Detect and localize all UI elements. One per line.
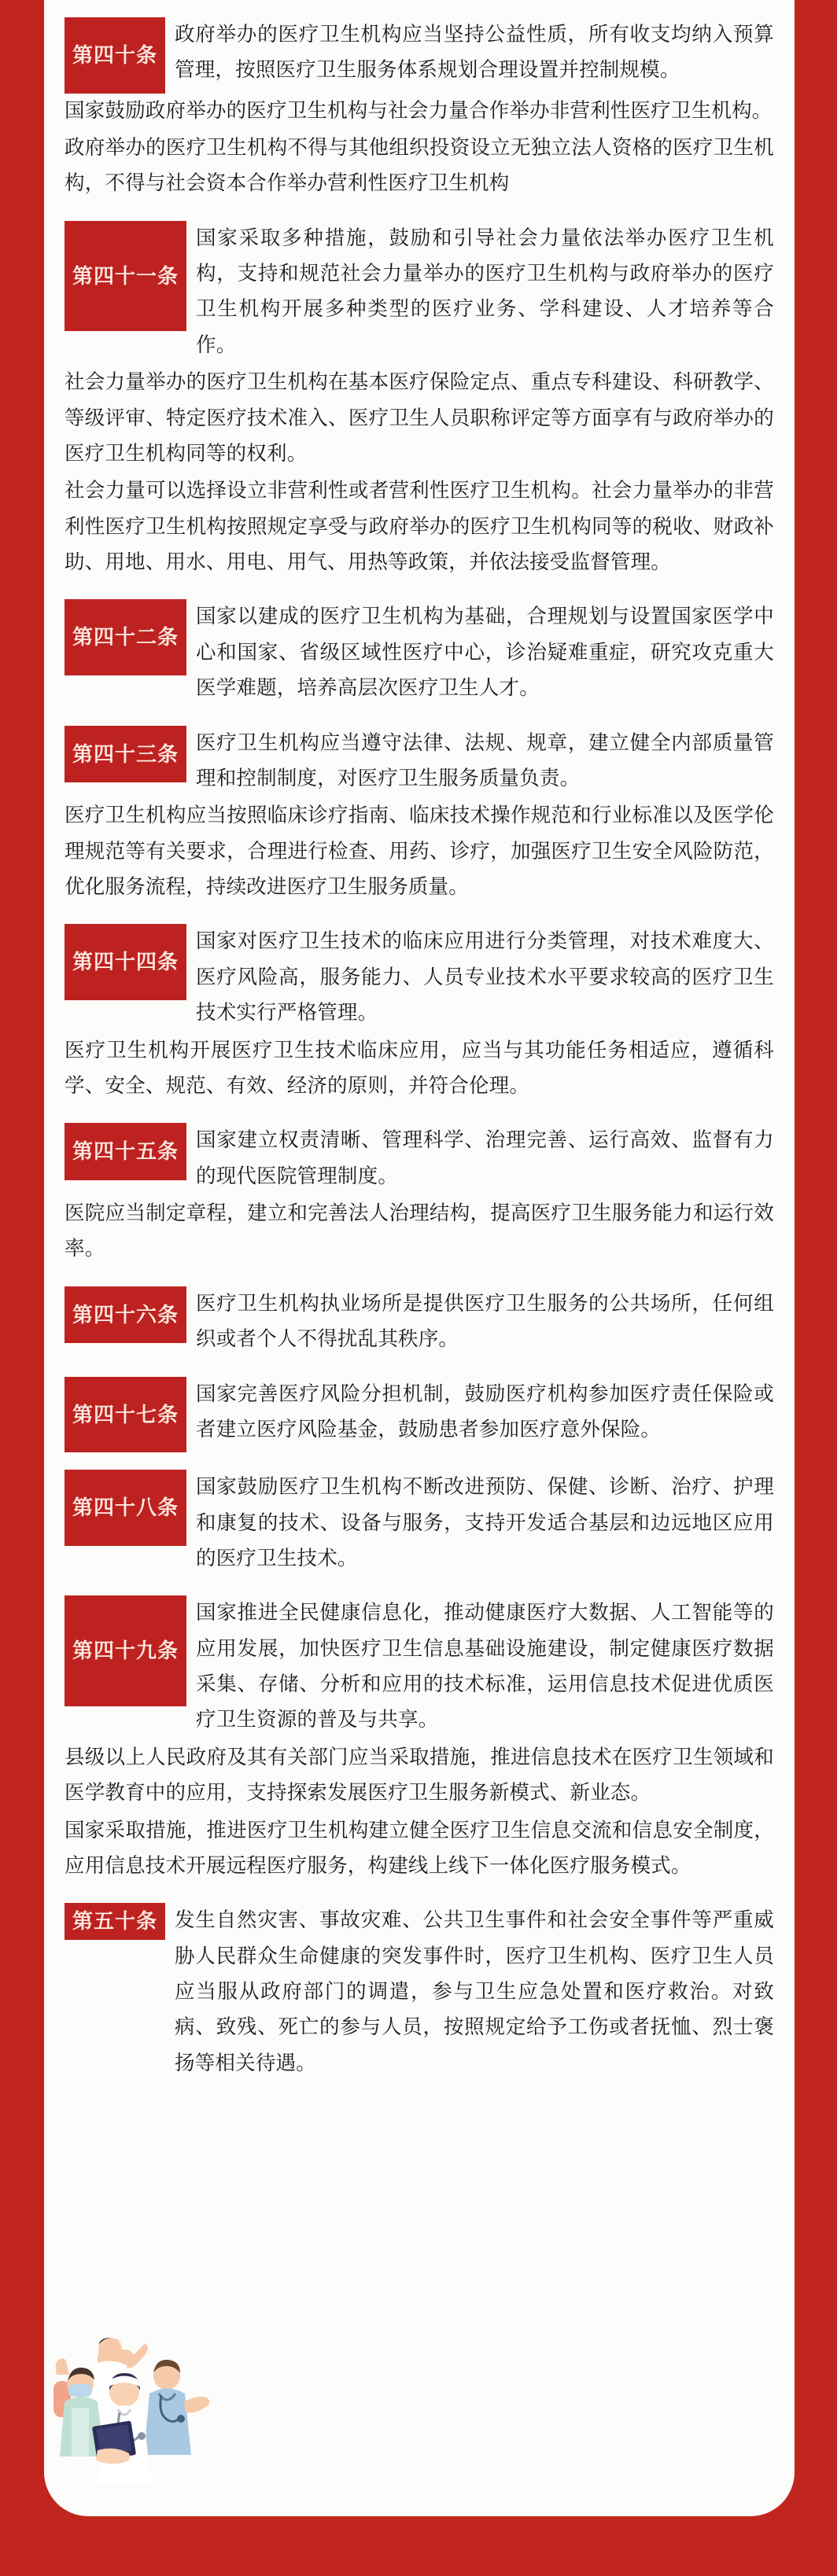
spacer <box>65 1360 774 1377</box>
article-lead-47: 国家完善医疗风险分担机制，鼓励医疗机构参加医疗责任保险或者建立医疗风险基金，鼓励患者参加医疗意外保险。 <box>196 1382 774 1441</box>
article-block-46 <box>65 1286 774 1358</box>
spacer <box>65 204 774 221</box>
article-badge-wrap-43 <box>65 726 186 783</box>
article-badge-wrap-47 <box>65 1377 186 1453</box>
article-badge-45: 第四十五条 <box>65 1123 186 1180</box>
article-badge-wrap-50 <box>65 1903 165 1940</box>
article-block-49 <box>65 1595 774 1884</box>
article-para-43-1: 医疗卫生机构应当按照临床诊疗指南、临床技术操作规范和行业标准以及医学伦理规范等有关要求，合理进行检查、用药、诊疗，加强医疗卫生安全风险防范，优化服务流程，持续改进医疗卫生服务质量。 <box>65 804 774 899</box>
article-badge-46: 第四十六条 <box>65 1286 186 1344</box>
article-block-45 <box>65 1123 774 1268</box>
article-block-43 <box>65 726 774 906</box>
article-lead-41: 国家采取多种措施，鼓励和引导社会力量依法举办医疗卫生机构，支持和规范社会力量举办的医疗卫生机构与政府举办的医疗卫生机构开展多种类型的医疗业务、学科建设、人才培养等合作。 <box>196 226 774 356</box>
article-block-42 <box>65 599 774 706</box>
spacer <box>65 708 774 726</box>
article-para-49-1: 县级以上人民政府及其有关部门应当采取措施，推进信息技术在医疗卫生领域和医学教育中的应用，支持探索发展医疗卫生服务新模式、新业态。 <box>65 1746 774 1805</box>
article-badge-wrap-42 <box>65 599 186 675</box>
spacer <box>65 1452 774 1470</box>
medical-staff-illustration <box>52 2326 217 2483</box>
article-lead-42: 国家以建成的医疗卫生机构为基础，合理规划与设置国家医学中心和国家、省级区域性医疗中心，诊治疑难重症，研究攻克重大医学难题，培养高层次医疗卫生人才。 <box>196 605 774 700</box>
article-badge-wrap-49 <box>65 1595 186 1706</box>
article-para-49-2: 国家采取措施，推进医疗卫生机构建立健全医疗卫生信息交流和信息安全制度，应用信息技术开展远程医疗服务，构建线上线下一体化医疗服务模式。 <box>65 1819 774 1877</box>
nurse-masked-figure <box>60 2368 104 2456</box>
article-badge-wrap-45 <box>65 1123 186 1180</box>
article-lead-49: 国家推进全民健康信息化，推动健康医疗大数据、人工智能等的应用发展，加快医疗卫生信息基础设施建设，制定健康医疗数据采集、存储、分析和应用的技术标准，运用信息技术促进优质医疗卫生资源的普及与共享。 <box>196 1602 774 1731</box>
spacer <box>65 1269 774 1286</box>
article-block-48 <box>65 1470 774 1577</box>
article-badge-49: 第四十九条 <box>65 1595 186 1706</box>
article-badge-wrap-46 <box>65 1286 186 1344</box>
article-badge-42: 第四十二条 <box>65 599 186 675</box>
article-badge-48: 第四十八条 <box>65 1470 186 1546</box>
article-badge-wrap-44 <box>65 924 186 1000</box>
doctor-back-figure <box>88 2338 148 2412</box>
spacer <box>65 0 774 17</box>
nurse-clipboard-figure <box>92 2373 151 2483</box>
male-nurse-figure <box>144 2360 209 2455</box>
spacer <box>65 1106 774 1123</box>
article-para-40-1: 国家鼓励政府举办的医疗卫生机构与社会力量合作举办非营利性医疗卫生机构。 <box>65 99 772 122</box>
spacer <box>65 1886 774 1903</box>
article-lead-44: 国家对医疗卫生技术的临床应用进行分类管理，对技术难度大、医疗风险高，服务能力、人员专业技术水平要求较高的医疗卫生技术实行严格管理。 <box>196 930 774 1025</box>
content-card <box>44 0 795 2516</box>
article-badge-50: 第五十条 <box>65 1903 165 1940</box>
spacer <box>65 907 774 924</box>
article-badge-40: 第四十条 <box>65 17 165 94</box>
article-badge-44: 第四十四条 <box>65 924 186 1000</box>
article-lead-43: 医疗卫生机构应当遵守法律、法规、规章，建立健全内部质量管理和控制制度，对医疗卫生服务质量负责。 <box>196 731 774 789</box>
article-lead-50: 发生自然灾害、事故灾难、公共卫生事件和社会安全事件等严重威胁人民群众生命健康的突发事件时，医疗卫生机构、医疗卫生人员应当服从政府部门的调遣，参与卫生应急处置和医疗救治。对致病、致残、死亡的参与人员，按照规定给予工伤或者抚恤、烈士褒扬等相关待遇。 <box>175 1909 774 2074</box>
content-card-inner <box>58 0 780 2225</box>
article-para-41-2: 社会力量可以选择设立非营利性或者营利性医疗卫生机构。社会力量举办的非营利性医疗卫生机构按照规定享受与政府举办的医疗卫生机构同等的税收、财政补助、用地、用水、用电、用气、用热等政策，并依法接受监督管理。 <box>65 480 774 574</box>
article-badge-wrap-40 <box>65 17 165 94</box>
spacer <box>65 582 774 599</box>
article-badge-43: 第四十三条 <box>65 726 186 783</box>
article-para-40-2: 政府举办的医疗卫生机构不得与其他组织投资设立无独立法人资格的医疗卫生机构，不得与社会资本合作举办营利性医疗卫生机构 <box>65 136 774 195</box>
article-block-41 <box>65 221 774 581</box>
article-block-40 <box>65 17 774 202</box>
spacer <box>65 2083 774 2225</box>
article-badge-wrap-41 <box>65 221 186 332</box>
raised-hand-shape <box>53 2358 71 2417</box>
article-badge-wrap-48 <box>65 1470 186 1546</box>
article-block-44 <box>65 924 774 1104</box>
article-lead-48: 国家鼓励医疗卫生机构不断改进预防、保健、诊断、治疗、护理和康复的技术、设备与服务，支持开发适合基层和边远地区应用的医疗卫生技术。 <box>196 1476 774 1570</box>
spacer <box>65 1578 774 1595</box>
article-lead-40: 政府举办的医疗卫生机构应当坚持公益性质，所有收支均纳入预算管理，按照医疗卫生服务体系规划合理设置并控制规模。 <box>175 24 774 82</box>
article-para-41-1: 社会力量举办的医疗卫生机构在基本医疗保险定点、重点专科建设、科研教学、等级评审、特定医疗技术准入、医疗卫生人员职称评定等方面享有与政府举办的医疗卫生机构同等的权利。 <box>65 371 774 465</box>
article-badge-41: 第四十一条 <box>65 221 186 332</box>
article-para-45-1: 医院应当制定章程，建立和完善法人治理结构，提高医疗卫生服务能力和运行效率。 <box>65 1202 774 1260</box>
article-para-44-1: 医疗卫生机构开展医疗卫生技术临床应用，应当与其功能任务相适应，遵循科学、安全、规范、有效、经济的原则，并符合伦理。 <box>65 1039 774 1097</box>
article-lead-46: 医疗卫生机构执业场所是提供医疗卫生服务的公共场所，任何组织或者个人不得扰乱其秩序。 <box>196 1292 774 1351</box>
article-block-47 <box>65 1377 774 1448</box>
article-block-50 <box>65 1903 774 2081</box>
article-lead-45: 国家建立权责清晰、管理科学、治理完善、运行高效、监督有力的现代医院管理制度。 <box>196 1129 774 1187</box>
article-badge-47: 第四十七条 <box>65 1377 186 1453</box>
